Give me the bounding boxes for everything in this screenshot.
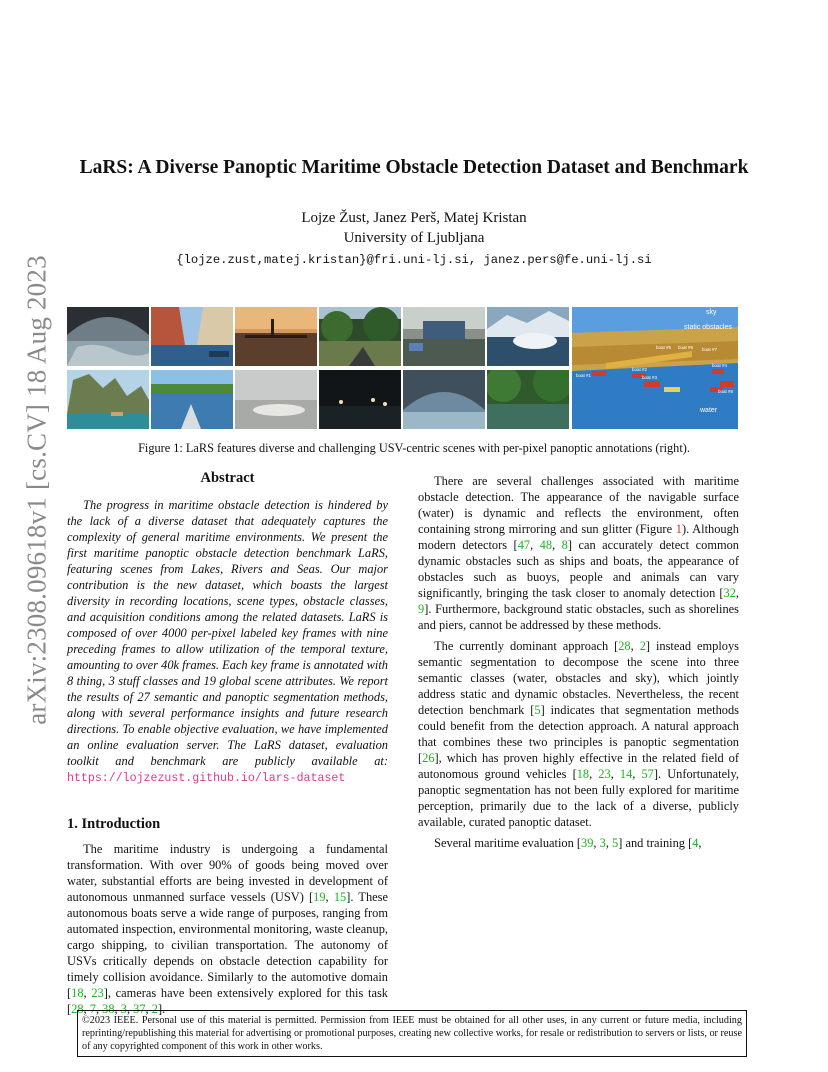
intro-paragraph-1 bbox=[67, 841, 388, 1017]
section-heading-introduction: 1. Introduction bbox=[67, 816, 161, 832]
citation-link[interactable]: 28 bbox=[618, 639, 631, 653]
abstract-text: The progress in maritime obstacle detection is hindered by the lack of a diverse dataset that adequately captures the complexity of general maritime environments. We present the first maritime panoptic obstacle detection benchmark LaRS, featuring scenes from Lakes, Rivers and Seas. Our major contribution is the new dataset, which boasts the largest diversity in recording locations, scene types, obstacle classes, and acquisition conditions among the related datasets. LaRS is composed of over 4000 per-pixel labeled key frames with nine preceding frames to allow utilization of the temporal texture, amounting to over 40k frames. Each key frame is annotated with 8 thing, 3 stuff classes and 19 global scene attributes. We report the results of 27 semantic and panoptic segmentation methods, along with several performance insights and future research directions. To enable objective evaluation, we have implemented an online evaluation server. The LaRS dataset, evaluation toolkit and benchmark are publicly available at: bbox=[67, 498, 388, 768]
text-run: ]. bbox=[157, 1002, 166, 1016]
label-static-obstacles: static obstacles bbox=[684, 324, 732, 331]
text-run: , bbox=[530, 538, 540, 552]
text-run: ] can accurately detect common dynamic obstacles such as ships and boats, the appearance of obstacles such as buoys, people and animals can vary significantly, bringing the task closer to anomaly detection [ bbox=[418, 538, 739, 600]
citation-link[interactable]: 19 bbox=[313, 890, 326, 904]
citation-link[interactable]: 18 bbox=[71, 986, 84, 1000]
text-run: , bbox=[83, 986, 92, 1000]
citation-link[interactable]: 2 bbox=[151, 1002, 158, 1016]
citation-link[interactable]: 23 bbox=[91, 986, 104, 1000]
label-boat-2: boat #2 bbox=[632, 367, 648, 372]
text-run: ] and training [ bbox=[618, 836, 693, 850]
citation-link[interactable]: 9 bbox=[418, 602, 425, 616]
citation-link[interactable]: 14 bbox=[619, 767, 633, 781]
text-run: , bbox=[114, 1002, 121, 1016]
text-run: There are several challenges associated with maritime obstacle detection. The appearance of the navigable surface (water) is dynamic and reflects the environment, often containing strong mirroring and sun glitter (Figure bbox=[418, 474, 739, 536]
text-run: , bbox=[630, 639, 640, 653]
citation-link[interactable]: 18 bbox=[576, 767, 590, 781]
text-run: ). Although modern detectors [ bbox=[418, 522, 739, 552]
text-run: ] indicates that segmentation methods could benefit from the detection approach. A natural approach that combines these two principles is panoptic segmentation [ bbox=[418, 703, 739, 765]
citation-link[interactable]: 38 bbox=[102, 1002, 115, 1016]
citation-link[interactable]: 5 bbox=[534, 703, 541, 717]
text-run: , bbox=[325, 890, 334, 904]
thumb-green-river bbox=[487, 370, 569, 429]
citation-link[interactable]: 47 bbox=[517, 538, 531, 552]
citation-link[interactable]: 37 bbox=[133, 1002, 146, 1016]
panoptic-annotation-image bbox=[572, 307, 738, 429]
thumb-kayak-lake bbox=[151, 370, 233, 429]
paper-title: LaRS: A Diverse Panoptic Maritime Obstacle Detection Dataset and Benchmark bbox=[79, 157, 749, 178]
teaser-figure bbox=[67, 307, 739, 429]
thumb-foggy-glitter bbox=[235, 370, 317, 429]
thumb-sunset-harbor bbox=[235, 307, 317, 366]
text-run: ]. Furthermore, background static obstacles, such as shorelines and piers, cannot be addressed by these methods. bbox=[418, 602, 739, 632]
text-run: Several maritime evaluation [ bbox=[434, 836, 582, 850]
citation-link[interactable]: 48 bbox=[539, 538, 553, 552]
text-run: , bbox=[593, 836, 600, 850]
citation-link[interactable]: 5 bbox=[612, 836, 619, 850]
citation-link[interactable]: 8 bbox=[561, 538, 568, 552]
text-run: The maritime industry is undergoing a fundamental transformation. With over 90% of goods being moved over water, substantial efforts are being invested in development of autonomous unmanned surface vessels (USV) [ bbox=[67, 842, 388, 904]
figure-caption: Figure 1: LaRS features diverse and challenging USV-centric scenes with per-pixel panoptic annotations (right). bbox=[138, 441, 690, 455]
label-boat-8: boat #8 bbox=[718, 389, 734, 394]
author-list: Lojze Žust, Janez Perš, Matej Kristan bbox=[301, 210, 527, 226]
arxiv-side-stamp bbox=[21, 255, 52, 725]
text-run: ] instead employs semantic segmentation to decompose the scene into three semantic classes (water, obstacles and sky), which jointly address static and dynamic obstacles. Nevertheless, the recent detection benchmark [ bbox=[418, 639, 740, 717]
label-boat-1: boat #1 bbox=[576, 373, 592, 378]
text-run: ]. Unfortunately, panoptic segmentation has not been fully explored for maritime perception, primarily due to the lack of a diverse, publicly available, curated panoptic dataset. bbox=[418, 767, 739, 829]
intro-paragraph-2 bbox=[418, 473, 739, 633]
text-run: ]. These autonomous boats serve a wide range of purposes, ranging from automated inspection, environmental monitoring, waste cleanup, cargo shipping, to civilian transportation. The autonomy of USVs critically depends on obstacle detection capability for timely collision avoidance. Similarly to the automotive domain [ bbox=[67, 890, 389, 1000]
citation-link[interactable]: 3 bbox=[120, 1002, 127, 1016]
citation-link[interactable]: 32 bbox=[723, 586, 736, 600]
text-run: , bbox=[552, 538, 562, 552]
thumb-urban-boats bbox=[403, 307, 485, 366]
abstract-heading: Abstract bbox=[200, 470, 255, 486]
thumb-glacier bbox=[487, 307, 569, 366]
citation-link[interactable]: 39 bbox=[581, 836, 594, 850]
thumb-bridge-river bbox=[67, 307, 149, 366]
label-boat-3: boat #3 bbox=[642, 375, 658, 380]
thumb-canal-city bbox=[151, 307, 233, 366]
label-boat-5: boat #5 bbox=[656, 345, 672, 350]
arxiv-identifier: arXiv:2308.09618v1 [cs.CV] 18 Aug 2023 bbox=[21, 255, 52, 725]
text-run: , bbox=[145, 1002, 152, 1016]
citation-link[interactable]: 28 bbox=[71, 1002, 84, 1016]
copyright-notice: ©2023 IEEE. Personal use of this material is permitted. Permission from IEEE must be obtained for all other uses, in any current or future media, including reprinting/republishing this material for advertising or promotional purposes, creating new collective works, for resale or redistribution to servers or lists, or reuse of any copyrighted component of this work in other works. bbox=[77, 1010, 747, 1057]
dataset-link[interactable]: https://lojzezust.github.io/lars-dataset bbox=[67, 772, 346, 785]
abstract-body bbox=[67, 497, 388, 787]
text-run: The currently dominant approach [ bbox=[434, 639, 619, 653]
text-run: ], which has proven highly effective in the related field of autonomous ground vehicles [ bbox=[418, 751, 739, 781]
figure-ref-link[interactable]: 1 bbox=[675, 522, 682, 536]
right-column bbox=[418, 473, 739, 856]
text-run: , bbox=[589, 767, 599, 781]
text-run: ], cameras have been extensively explored for this task [ bbox=[67, 986, 388, 1016]
thumb-karst-island bbox=[67, 370, 149, 429]
thumb-forest-river bbox=[319, 307, 401, 366]
label-boat-6: boat #6 bbox=[678, 345, 694, 350]
text-run: , bbox=[735, 586, 739, 600]
affiliation: University of Ljubljana bbox=[343, 230, 485, 246]
citation-link[interactable]: 57 bbox=[641, 767, 654, 781]
label-water: water bbox=[700, 407, 718, 414]
text-run: , bbox=[95, 1002, 103, 1016]
citation-link[interactable]: 3 bbox=[599, 836, 606, 850]
citation-link[interactable]: 23 bbox=[598, 767, 611, 781]
text-run: , bbox=[83, 1002, 90, 1016]
citation-link[interactable]: 15 bbox=[333, 890, 347, 904]
citation-link[interactable]: 26 bbox=[422, 751, 435, 765]
text-run: , bbox=[632, 767, 642, 781]
text-run: , bbox=[126, 1002, 134, 1016]
text-run: , bbox=[698, 836, 702, 850]
text-run: , bbox=[610, 767, 620, 781]
text-run: , bbox=[605, 836, 613, 850]
author-emails: {lojze.zust,matej.kristan}@fri.uni-lj.si, janez.pers@fe.uni-lj.si bbox=[176, 253, 652, 267]
label-boat-7: boat #7 bbox=[702, 347, 718, 352]
intro-paragraph-3 bbox=[418, 638, 739, 830]
label-sky: sky bbox=[706, 309, 717, 316]
intro-paragraph-4 bbox=[418, 835, 739, 851]
citation-link[interactable]: 2 bbox=[639, 639, 646, 653]
citation-link[interactable]: 7 bbox=[89, 1002, 96, 1016]
citation-link[interactable]: 4 bbox=[692, 836, 699, 850]
label-boat-4: boat #4 bbox=[712, 363, 728, 368]
thumb-night-lights bbox=[319, 370, 401, 429]
thumb-sea-cave bbox=[403, 370, 485, 429]
left-column bbox=[67, 470, 388, 1022]
